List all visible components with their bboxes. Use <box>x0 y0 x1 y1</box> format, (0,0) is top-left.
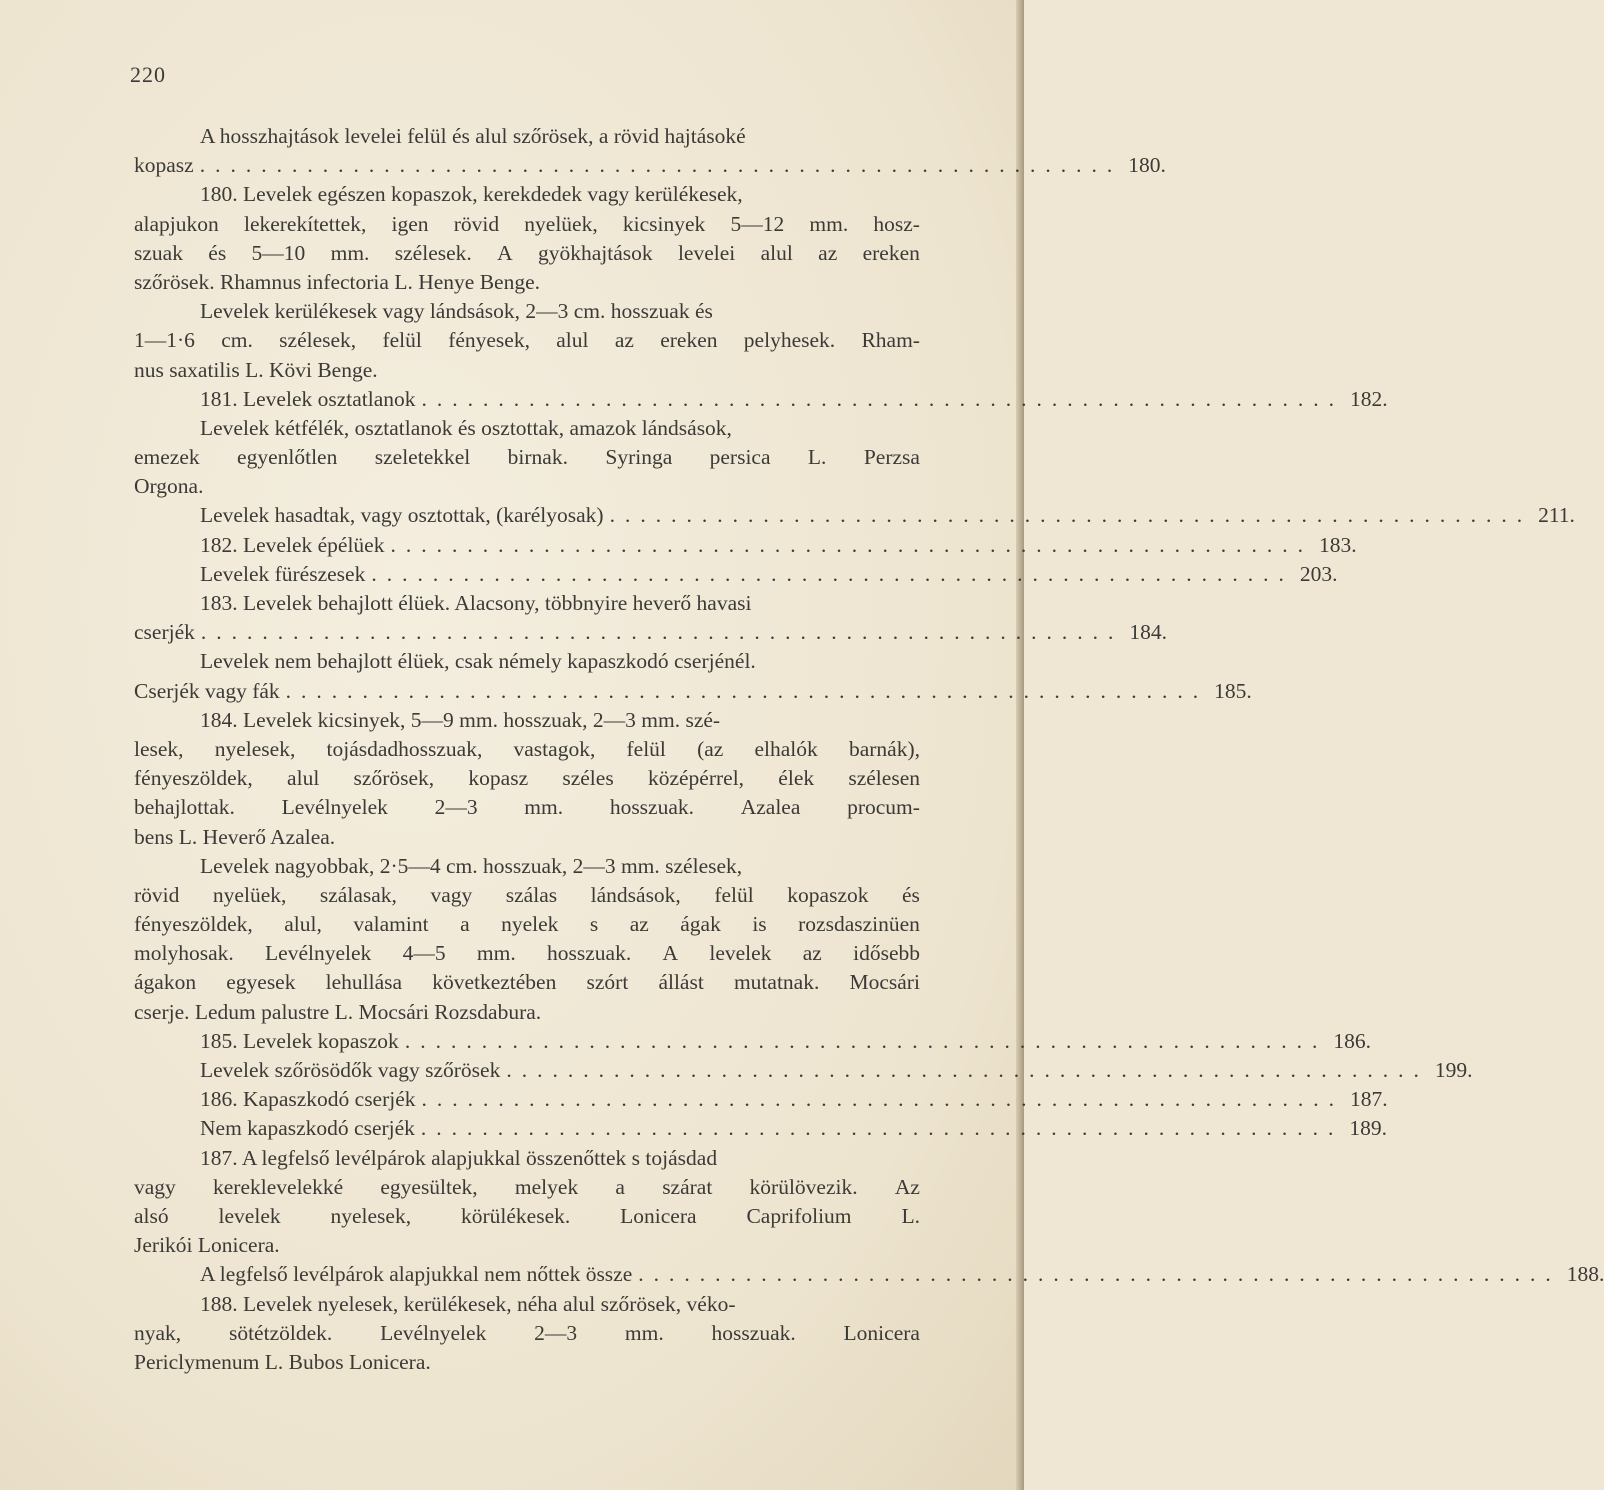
word: A <box>497 240 513 265</box>
word: a <box>460 912 470 937</box>
text-line <box>134 122 920 151</box>
word: egyesültek, <box>380 1174 478 1199</box>
word: Levélnyelek <box>281 795 388 820</box>
word: állást <box>658 970 704 995</box>
word: alul <box>556 328 589 353</box>
text-line <box>134 501 1575 530</box>
word: a <box>615 1174 625 1199</box>
word: körülövezik. <box>749 1174 858 1199</box>
word: szőrösek, <box>353 766 435 791</box>
text-line <box>134 239 920 268</box>
word: Perzsa <box>863 445 920 470</box>
dot-leader: ............................................................ <box>421 1087 1345 1112</box>
word: hosszuak. <box>711 1320 796 1345</box>
line-text: A hosszhajtások levelei felül és alul szőrösek, a rövid hajtásoké <box>200 124 746 148</box>
line-text: 183. Levelek behajlott élüek. Alacsony, többnyire heverő havasi <box>200 591 752 615</box>
line-text: nus saxatilis L. Kövi Benge. <box>134 357 378 382</box>
line-text: kopasz <box>134 153 194 178</box>
word: középérrel, <box>647 766 745 791</box>
line-text: Levelek nagyobbak, 2·5—4 cm. hosszuak, 2—3 mm. szélesek, <box>200 853 743 878</box>
line-text: Nem kapaszkodó cserjék <box>200 1116 415 1141</box>
text-line <box>134 385 1388 414</box>
text-line <box>134 939 920 968</box>
word: Levélnyelek <box>380 1320 487 1345</box>
text-line <box>134 1348 920 1377</box>
text-line <box>134 268 920 297</box>
text-line <box>134 589 920 618</box>
text-line <box>134 764 920 793</box>
word: cm. <box>221 328 253 353</box>
word: alsó <box>134 1203 169 1228</box>
word: kopaszok <box>787 882 869 907</box>
word: élek <box>778 766 815 791</box>
word: szélesen <box>848 766 920 791</box>
word: levelek <box>709 941 772 966</box>
word: rövid <box>453 211 500 236</box>
word: lekerekítettek, <box>243 211 367 236</box>
word: mm. <box>476 941 516 966</box>
key-reference-number: 183. <box>1318 532 1357 557</box>
word: procum- <box>847 795 920 820</box>
word: széles <box>562 766 614 791</box>
text-line <box>134 910 920 939</box>
line-text: bens L. Heverő Azalea. <box>134 824 336 849</box>
line-text: Levelek fürészesek <box>200 561 366 586</box>
dot-leader: ............................................................ <box>200 620 1124 645</box>
key-reference-number: 187. <box>1350 1087 1388 1112</box>
word: felül <box>714 882 754 907</box>
dot-leader: ............................................................ <box>421 386 1345 411</box>
word: 2—3 <box>434 795 478 820</box>
word: valamint <box>353 912 429 937</box>
word: gyökhajtások <box>537 240 653 265</box>
word: behajlottak. <box>134 795 235 820</box>
word: ágak <box>680 912 721 937</box>
line-text: Levelek hasadtak, vagy osztottak, (karélyosak) <box>200 503 604 528</box>
word: mm. <box>809 211 849 236</box>
line-text: 185. Levelek kopaszok <box>200 1028 399 1053</box>
word: is <box>752 912 767 937</box>
key-reference-number: 188. <box>1566 1262 1604 1287</box>
word: L. <box>807 445 827 470</box>
word: pelyhesek. <box>743 328 836 353</box>
line-text: 181. Levelek osztatlanok <box>200 386 416 411</box>
word: melyek <box>514 1174 579 1199</box>
word: körülékesek. <box>460 1203 571 1228</box>
text-line <box>134 1085 1388 1114</box>
line-text: 186. Kapaszkodó cserjék <box>200 1087 416 1112</box>
word: tojásdadhosszuak, <box>326 736 483 761</box>
dot-leader: ............................................................ <box>638 1262 1561 1287</box>
word: egyenlőtlen <box>237 445 338 470</box>
text-line <box>134 793 920 822</box>
text-line <box>134 1260 1604 1289</box>
word: Az <box>894 1174 920 1199</box>
key-reference-number: 180. <box>1128 153 1166 178</box>
line-text: Periclymenum L. Bubos Lonicera. <box>134 1349 431 1374</box>
word: vagy <box>430 882 473 907</box>
word: szárat <box>662 1174 713 1199</box>
word: mm. <box>330 240 370 265</box>
line-text: Cserjék vagy fák <box>134 678 280 703</box>
word: hosszuak. <box>609 795 695 820</box>
word: az <box>818 240 838 265</box>
text-line <box>134 210 920 239</box>
word: Rham- <box>861 328 920 353</box>
text-line <box>134 531 1357 560</box>
word: Lonicera <box>843 1320 920 1345</box>
word: rozsdaszinüen <box>798 912 920 937</box>
word: fényesek, <box>448 328 530 353</box>
word: szálasak, <box>319 882 397 907</box>
text-line <box>134 1056 1473 1085</box>
text-line <box>134 1027 1371 1056</box>
dot-leader: ............................................................ <box>371 561 1294 586</box>
word: s <box>589 912 599 937</box>
word: idősebb <box>853 941 920 966</box>
word: 4—5 <box>402 941 446 966</box>
word: Azalea <box>740 795 801 820</box>
text-line <box>134 414 920 443</box>
word: elhalók <box>754 736 818 761</box>
text-line <box>134 472 920 501</box>
page-number: 220 <box>130 62 166 87</box>
word: nyelüek, <box>524 211 598 236</box>
word: lehullása <box>325 970 403 995</box>
word: rövid <box>134 882 180 907</box>
word: (az <box>697 736 724 761</box>
word: szuak <box>134 240 183 265</box>
word: persica <box>709 445 771 470</box>
line-text: Jerikói Lonicera. <box>134 1233 280 1258</box>
word: Levélnyelek <box>265 941 372 966</box>
line-text: 182. Levelek épélüek <box>200 532 385 557</box>
word: 2—3 <box>534 1320 578 1345</box>
key-reference-number: 199. <box>1434 1058 1473 1082</box>
key-text-body <box>134 122 1604 1377</box>
text-line <box>134 647 920 676</box>
word: vagy <box>134 1174 176 1199</box>
dot-leader: ............................................................ <box>420 1116 1344 1141</box>
word: mm. <box>624 1320 664 1345</box>
dot-leader: ............................................................ <box>506 1058 1429 1082</box>
word: hosszuak. <box>547 941 632 966</box>
line-text: Orgona. <box>134 474 204 499</box>
word: 1—1·6 <box>134 328 195 353</box>
word: kopasz <box>468 766 529 791</box>
word: Mocsári <box>849 970 920 995</box>
text-line <box>134 1144 920 1173</box>
word: ereken <box>660 328 718 353</box>
text-line <box>134 326 920 355</box>
word: ágakon <box>134 970 197 995</box>
text-line <box>134 180 920 209</box>
word: Lonicera <box>620 1203 697 1228</box>
line-text: cserje. Ledum palustre L. Mocsári Rozsdabura. <box>134 999 542 1024</box>
dot-leader: ............................................................ <box>390 532 1313 557</box>
word: igen <box>391 211 429 236</box>
line-text: szőrösek. Rhamnus infectoria L. Henye Benge. <box>134 269 540 294</box>
word: szélesek, <box>279 328 357 353</box>
text-line <box>134 852 920 881</box>
dot-leader: ............................................................ <box>404 1028 1328 1053</box>
word: nyelesek, <box>330 1203 412 1228</box>
text-line <box>134 1319 920 1348</box>
word: barnák), <box>848 736 920 761</box>
word: és <box>208 240 227 265</box>
word: az <box>629 912 649 937</box>
word: nyak, <box>134 1320 182 1345</box>
word: birnak. <box>507 445 568 470</box>
word: az <box>614 328 634 353</box>
dot-leader: ............................................................ <box>199 153 1123 178</box>
word: az <box>802 941 822 966</box>
word: mm. <box>524 795 564 820</box>
word: emezek <box>134 445 200 470</box>
word: fényeszöldek, <box>134 912 253 937</box>
word: felül <box>382 328 422 353</box>
word: vastagok, <box>513 736 596 761</box>
line-text: Levelek kerülékesek vagy lándsások, 2—3 cm. hosszuak és <box>200 299 713 324</box>
word: 5—12 <box>730 211 785 236</box>
word: kereklevelekké <box>213 1174 344 1199</box>
text-line <box>134 618 1168 647</box>
word: levelek <box>218 1203 281 1228</box>
word: nyelek <box>501 912 559 937</box>
word: mutatnak. <box>733 970 820 995</box>
key-reference-number: 211. <box>1538 503 1575 528</box>
word: alul <box>760 240 793 265</box>
text-line <box>134 735 920 764</box>
word: nyelesek, <box>214 736 296 761</box>
line-text: 188. Levelek nyelesek, kerülékesek, néha alul szőrösek, véko- <box>200 1291 736 1316</box>
word: egyesek <box>226 970 296 995</box>
word: sötétzöldek. <box>228 1320 333 1345</box>
word: Syringa <box>605 445 673 470</box>
word: következtében <box>432 970 557 995</box>
word: Caprifolium <box>746 1203 852 1228</box>
dot-leader: ............................................................ <box>609 503 1533 528</box>
text-line <box>134 823 920 852</box>
key-reference-number: 203. <box>1299 561 1338 586</box>
line-text: 187. A legfelső levélpárok alapjukkal összenőttek s tojásdad <box>200 1145 718 1170</box>
key-reference-number: 184. <box>1129 620 1168 645</box>
word: és <box>902 882 920 907</box>
text-line <box>134 1114 1388 1143</box>
word: lesek, <box>134 736 184 761</box>
text-line <box>134 297 920 326</box>
text-line <box>134 881 920 910</box>
word: L. <box>901 1203 920 1228</box>
key-reference-number: 189. <box>1349 1116 1388 1141</box>
line-text: Levelek kétfélék, osztatlanok és osztottak, amazok lándsások, <box>200 415 732 440</box>
line-text: cserjék <box>134 620 195 645</box>
text-line <box>134 1173 920 1202</box>
key-reference-number: 185. <box>1214 678 1252 703</box>
line-text: Levelek nem behajlott élüek, csak némely kapaszkodó cserjénél. <box>200 649 756 674</box>
key-reference-number: 182. <box>1350 386 1388 411</box>
word: kicsinyek <box>622 211 706 236</box>
word: alapjukon <box>134 211 219 236</box>
line-text: 180. Levelek egészen kopaszok, kerekdedek vagy kerülékesek, <box>200 182 743 207</box>
word: szórt <box>586 970 629 995</box>
word: nyelüek, <box>212 882 287 907</box>
word: A <box>662 941 679 966</box>
word: alul, <box>284 912 322 937</box>
text-line <box>134 968 920 997</box>
text-line <box>134 443 920 472</box>
text-line <box>134 560 1338 589</box>
text-line <box>134 1290 920 1319</box>
word: szélesek. <box>394 240 472 265</box>
word: levelei <box>677 240 736 265</box>
word: szeletekkel <box>374 445 471 470</box>
word: lándsások, <box>590 882 681 907</box>
line-text: A legfelső levélpárok alapjukkal nem nőttek össze <box>200 1262 633 1287</box>
text-line <box>134 677 1252 706</box>
text-line <box>134 151 1166 180</box>
word: 5—10 <box>251 240 306 265</box>
text-line <box>134 706 920 735</box>
word: ereken <box>862 240 920 265</box>
key-reference-number: 186. <box>1333 1028 1371 1053</box>
line-text: 184. Levelek kicsinyek, 5—9 mm. hosszuak, 2—3 mm. szé- <box>200 707 721 732</box>
word: fényeszöldek, <box>134 766 253 791</box>
word: hosz- <box>873 211 920 236</box>
text-line <box>134 1231 920 1260</box>
line-text: Levelek szőrösödők vagy szőrösek <box>200 1058 501 1082</box>
word: molyhosak. <box>134 941 234 966</box>
text-line <box>134 998 920 1027</box>
word: szálas <box>505 882 558 907</box>
word: alul <box>287 766 320 791</box>
word: felül <box>626 736 666 761</box>
text-line <box>134 1202 920 1231</box>
dot-leader: ............................................................ <box>285 678 1209 703</box>
text-line <box>134 356 920 385</box>
